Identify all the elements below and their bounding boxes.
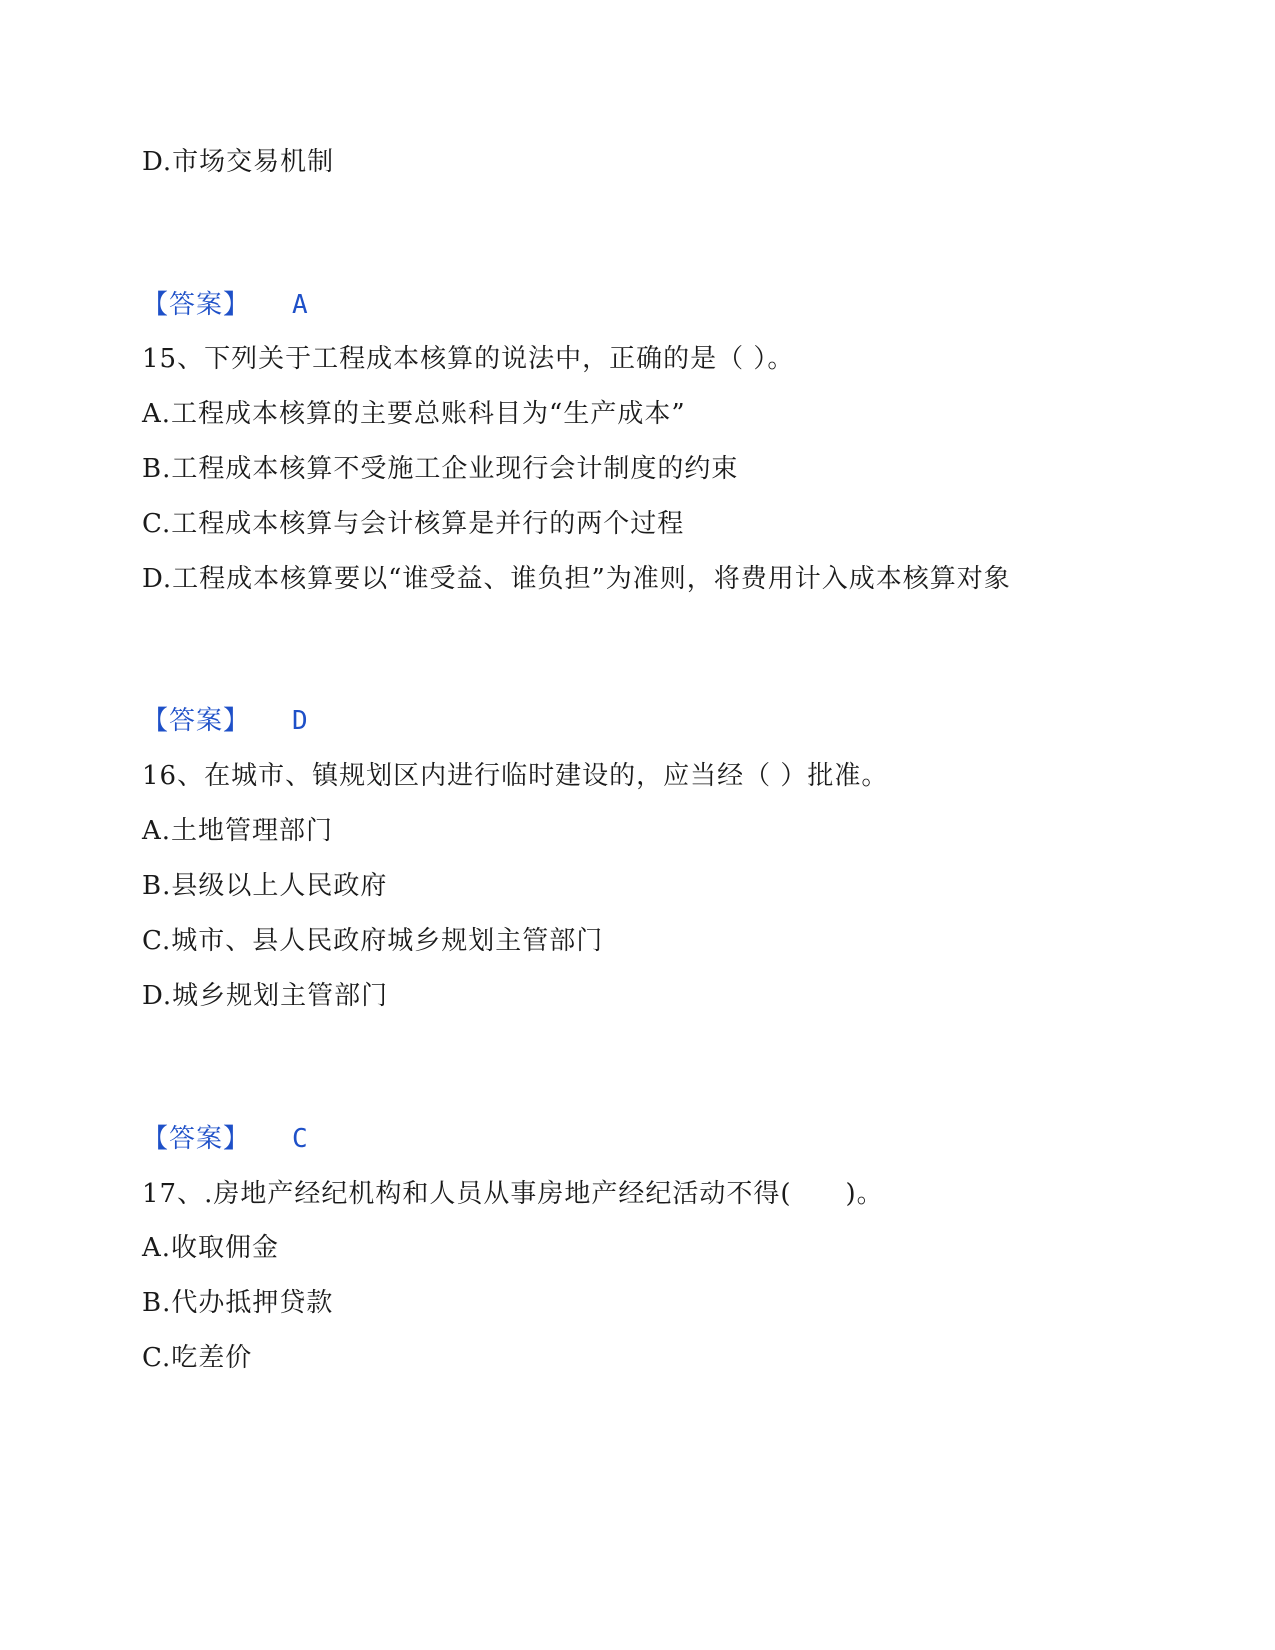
answer-label: 【答案】 [142, 1124, 251, 1154]
answer-value: D [292, 706, 308, 736]
option-a-q15: A.工程成本核算的主要总账科目为“生产成本” [142, 399, 686, 429]
option-d-q16: D.城乡规划主管部门 [142, 981, 389, 1011]
option-c-q15: C.工程成本核算与会计核算是并行的两个过程 [142, 509, 685, 539]
answer-label: 【答案】 [142, 290, 251, 320]
question-15: 15、下列关于工程成本核算的说法中，正确的是（ ）。 [142, 344, 795, 374]
answer-row-q15 [142, 704, 308, 738]
option-d-q14: D.市场交易机制 [142, 147, 335, 177]
option-c-q16: C.城市、县人民政府城乡规划主管部门 [142, 926, 604, 956]
question-17: 17、.房地产经纪机构和人员从事房地产经纪活动不得( )。 [142, 1179, 884, 1209]
answer-row-q14 [142, 288, 308, 322]
answer-value: A [292, 290, 308, 320]
option-b-q15: B.工程成本核算不受施工企业现行会计制度的约束 [142, 454, 739, 484]
option-a-q17: A.收取佣金 [142, 1233, 280, 1263]
answer-row-q16 [142, 1122, 308, 1156]
question-16: 16、在城市、镇规划区内进行临时建设的，应当经（ ）批准。 [142, 761, 889, 791]
option-c-q17: C.吃差价 [142, 1343, 253, 1373]
answer-value: C [292, 1124, 308, 1154]
option-b-q16: B.县级以上人民政府 [142, 871, 388, 901]
option-b-q17: B.代办抵押贷款 [142, 1288, 334, 1318]
option-d-q15: D.工程成本核算要以“谁受益、谁负担”为准则，将费用计入成本核算对象 [142, 564, 1011, 594]
answer-label: 【答案】 [142, 706, 251, 736]
option-a-q16: A.土地管理部门 [142, 816, 334, 846]
